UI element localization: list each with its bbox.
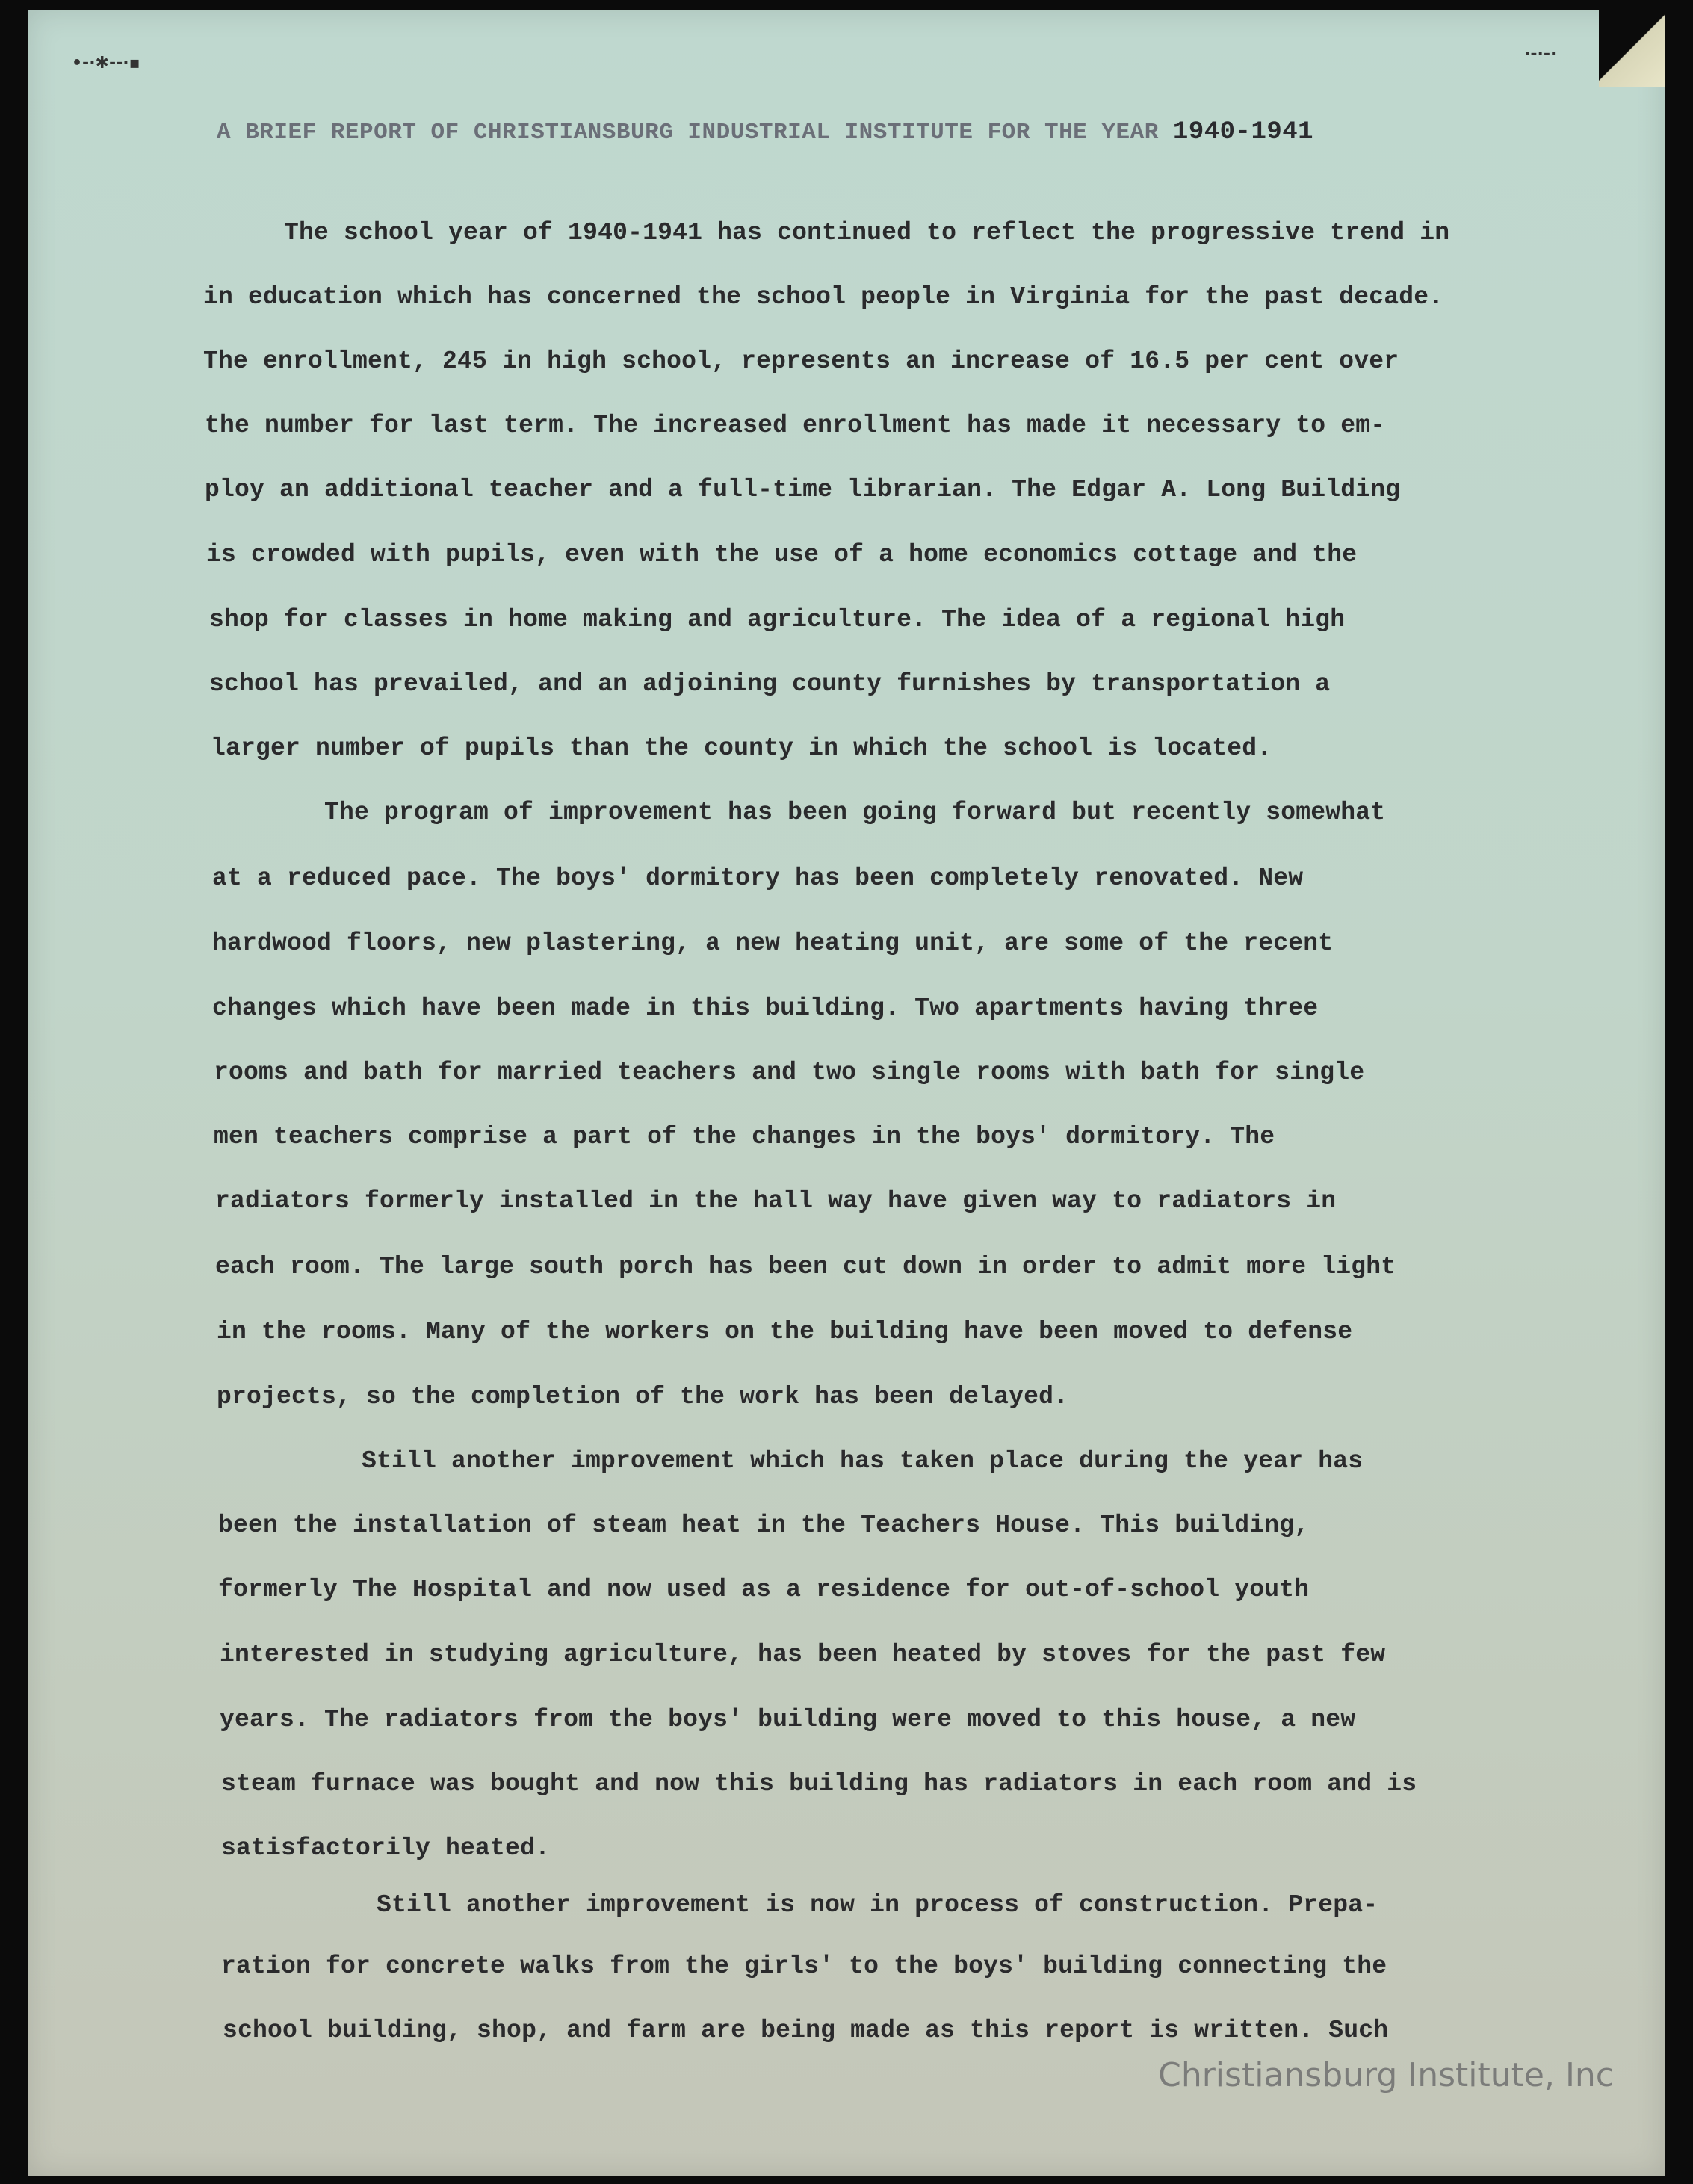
text-line: school has prevailed, and an adjoining county furnishes by transportation a <box>209 670 1331 698</box>
text-line: in the rooms. Many of the workers on the building have been moved to defense <box>217 1318 1353 1346</box>
text-line: The program of improvement has been going forward but recently somewhat <box>324 799 1386 826</box>
top-right-marks: ·-·-· <box>1524 45 1557 64</box>
text-line: years. The radiators from the boys' building were moved to this house, a new <box>220 1706 1356 1733</box>
document-title <box>217 118 1487 146</box>
title-year: 1940-1941 <box>1172 118 1314 146</box>
text-line: rooms and bath for married teachers and two single rooms with bath for single <box>214 1059 1365 1086</box>
text-line: radiators formerly installed in the hall way have given way to radiators in <box>215 1187 1337 1215</box>
title-text: A BRIEF REPORT OF CHRISTIANSBURG INDUSTRIAL INSTITUTE FOR THE YEAR <box>217 120 1159 146</box>
text-line: been the installation of steam heat in the Teachers House. This building, <box>218 1512 1310 1539</box>
text-line: changes which have been made in this building. Two apartments having three <box>212 994 1319 1022</box>
text-line: satisfactorily heated. <box>221 1834 551 1862</box>
text-line: steam furnace was bought and now this building has radiators in each room and is <box>221 1770 1417 1798</box>
text-line: larger number of pupils than the county in which the school is located. <box>211 734 1272 762</box>
text-line: The enrollment, 245 in high school, represents an increase of 16.5 per cent over <box>203 347 1399 375</box>
text-line: interested in studying agriculture, has been heated by stoves for the past few <box>220 1641 1386 1668</box>
text-line: in education which has concerned the school people in Virginia for the past decade. <box>203 283 1444 311</box>
top-left-marks: •-·✱--·▪ <box>72 54 140 72</box>
text-line: hardwood floors, new plastering, a new heating unit, are some of the recent <box>212 929 1334 957</box>
text-line: Still another improvement is now in process of construction. Prepa- <box>377 1891 1378 1919</box>
text-line: formerly The Hospital and now used as a residence for out-of-school youth <box>218 1576 1310 1603</box>
text-line: is crowded with pupils, even with the use of a home economics cottage and the <box>206 541 1358 569</box>
text-line: ration for concrete walks from the girls' to the boys' building connecting the <box>221 1952 1387 1980</box>
text-line: each room. The large south porch has been cut down in order to admit more light <box>215 1253 1396 1281</box>
text-line: the number for last term. The increased enrollment has made it necessary to em- <box>205 412 1386 439</box>
text-line: shop for classes in home making and agriculture. The idea of a regional high <box>209 606 1346 634</box>
text-line: ploy an additional teacher and a full-time librarian. The Edgar A. Long Building <box>205 476 1401 504</box>
watermark-text: Christiansburg Institute, Inc <box>1158 2056 1614 2094</box>
text-line: The school year of 1940-1941 has continued to reflect the progressive trend in <box>284 219 1450 247</box>
text-line: school building, shop, and farm are being made as this report is written. Such <box>223 2017 1389 2044</box>
text-line: at a reduced pace. The boys' dormitory has been completely renovated. New <box>212 864 1304 892</box>
text-line: Still another improvement which has taken place during the year has <box>362 1447 1364 1475</box>
text-line: projects, so the completion of the work has been delayed. <box>217 1383 1069 1411</box>
text-line: men teachers comprise a part of the changes in the boys' dormitory. The <box>214 1123 1275 1151</box>
